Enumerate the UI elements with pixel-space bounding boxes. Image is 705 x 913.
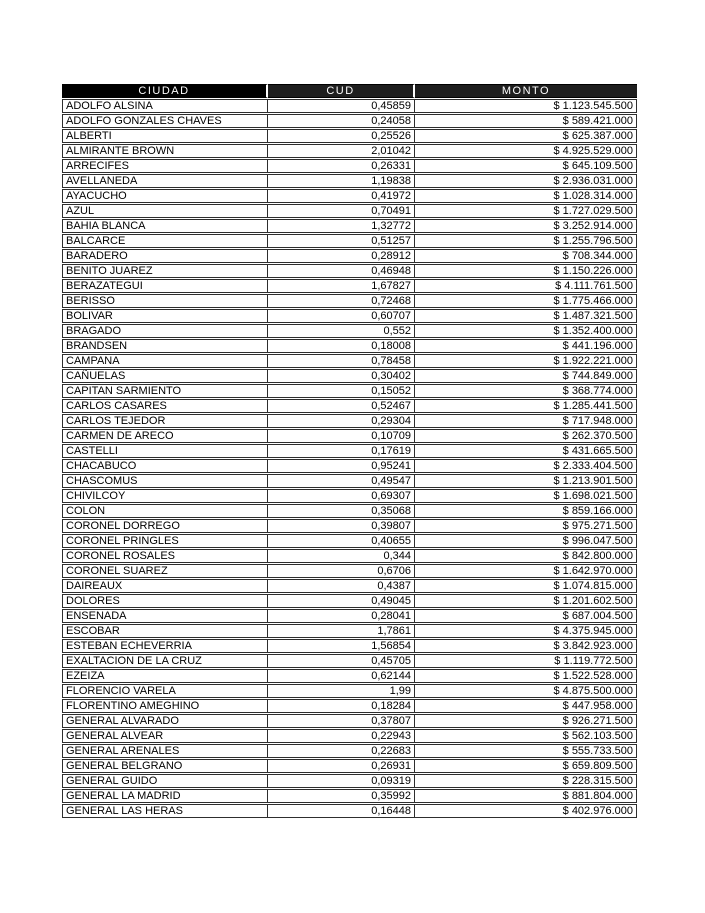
- cell-ciudad: AVELLANEDA: [62, 174, 268, 188]
- cell-cud: 0,46948: [268, 264, 415, 278]
- cell-cud: 0,344: [268, 549, 415, 563]
- cell-cud: 0,09319: [268, 774, 415, 788]
- cell-cud: 0,18008: [268, 339, 415, 353]
- cell-monto: $ 659.809.500: [415, 759, 637, 773]
- table-row: [62, 549, 637, 563]
- table-row: [62, 204, 637, 218]
- header-row: [62, 84, 637, 98]
- table-row: [62, 159, 637, 173]
- cell-ciudad: FLORENTINO AMEGHINO: [62, 699, 268, 713]
- cell-ciudad: GENERAL LA MADRID: [62, 789, 268, 803]
- table-row: [62, 804, 637, 818]
- cell-cud: 0,28041: [268, 609, 415, 623]
- cell-cud: 1,7861: [268, 624, 415, 638]
- cell-monto: $ 1.255.796.500: [415, 234, 637, 248]
- cell-monto: $ 4.375.945.000: [415, 624, 637, 638]
- cell-monto: $ 926.271.500: [415, 714, 637, 728]
- cell-ciudad: BERISSO: [62, 294, 268, 308]
- cell-monto: $ 402.976.000: [415, 804, 637, 818]
- cell-monto: $ 555.733.500: [415, 744, 637, 758]
- table-row: [62, 744, 637, 758]
- cell-ciudad: AYACUCHO: [62, 189, 268, 203]
- cell-monto: $ 3.252.914.000: [415, 219, 637, 233]
- cell-monto: $ 228.315.500: [415, 774, 637, 788]
- cell-monto: $ 744.849.000: [415, 369, 637, 383]
- cell-cud: 0,26331: [268, 159, 415, 173]
- cell-cud: 0,69307: [268, 489, 415, 503]
- cell-ciudad: CARLOS CASARES: [62, 399, 268, 413]
- cell-monto: $ 1.285.441.500: [415, 399, 637, 413]
- cell-cud: 0,22943: [268, 729, 415, 743]
- cell-ciudad: GENERAL ARENALES: [62, 744, 268, 758]
- cell-ciudad: CORONEL ROSALES: [62, 549, 268, 563]
- cell-ciudad: FLORENCIO VARELA: [62, 684, 268, 698]
- table-row: [62, 384, 637, 398]
- cell-ciudad: BALCARCE: [62, 234, 268, 248]
- cell-cud: 0,24058: [268, 114, 415, 128]
- cell-ciudad: CAMPANA: [62, 354, 268, 368]
- cell-monto: $ 1.727.029.500: [415, 204, 637, 218]
- cell-cud: 0,41972: [268, 189, 415, 203]
- cell-monto: $ 4.111.761.500: [415, 279, 637, 293]
- cell-cud: 0,15052: [268, 384, 415, 398]
- cell-monto: $ 1.698.021.500: [415, 489, 637, 503]
- cell-cud: 0,28912: [268, 249, 415, 263]
- cell-ciudad: BAHIA BLANCA: [62, 219, 268, 233]
- cud-monto-table: [62, 83, 637, 819]
- cell-monto: $ 1.119.772.500: [415, 654, 637, 668]
- cell-monto: $ 645.109.500: [415, 159, 637, 173]
- cell-ciudad: DOLORES: [62, 594, 268, 608]
- table-row: [62, 99, 637, 113]
- column-header-monto: MONTO: [415, 84, 637, 98]
- cell-ciudad: BOLIVAR: [62, 309, 268, 323]
- cell-cud: 0,552: [268, 324, 415, 338]
- cell-monto: $ 1.150.226.000: [415, 264, 637, 278]
- cell-ciudad: CARMEN DE ARECO: [62, 429, 268, 443]
- cell-ciudad: GENERAL GUIDO: [62, 774, 268, 788]
- cell-cud: 0,25526: [268, 129, 415, 143]
- cell-cud: 0,51257: [268, 234, 415, 248]
- cell-ciudad: CAÑUELAS: [62, 369, 268, 383]
- column-header-cud: CUD: [268, 84, 415, 98]
- table-row: [62, 639, 637, 653]
- cell-ciudad: GENERAL LAS HERAS: [62, 804, 268, 818]
- cell-monto: $ 1.922.221.000: [415, 354, 637, 368]
- cell-ciudad: ALMIRANTE BROWN: [62, 144, 268, 158]
- cell-cud: 0,70491: [268, 204, 415, 218]
- table-row: [62, 129, 637, 143]
- table-row: [62, 519, 637, 533]
- cell-monto: $ 1.487.321.500: [415, 309, 637, 323]
- cell-monto: $ 589.421.000: [415, 114, 637, 128]
- cell-ciudad: CHIVILCOY: [62, 489, 268, 503]
- cell-ciudad: ADOLFO GONZALES CHAVES: [62, 114, 268, 128]
- table-row: [62, 669, 637, 683]
- cell-monto: $ 4.925.529.000: [415, 144, 637, 158]
- cell-monto: $ 562.103.500: [415, 729, 637, 743]
- table-row: [62, 219, 637, 233]
- table-row: [62, 324, 637, 338]
- cell-monto: $ 687.004.500: [415, 609, 637, 623]
- cell-cud: 0,22683: [268, 744, 415, 758]
- cell-cud: 0,37807: [268, 714, 415, 728]
- cell-ciudad: GENERAL ALVARADO: [62, 714, 268, 728]
- cell-monto: $ 262.370.500: [415, 429, 637, 443]
- cell-cud: 1,99: [268, 684, 415, 698]
- table-row: [62, 759, 637, 773]
- table-row: [62, 474, 637, 488]
- cell-ciudad: ESTEBAN ECHEVERRIA: [62, 639, 268, 653]
- cell-cud: 0,26931: [268, 759, 415, 773]
- cell-ciudad: EXALTACION DE LA CRUZ: [62, 654, 268, 668]
- cell-monto: $ 4.875.500.000: [415, 684, 637, 698]
- table-row: [62, 654, 637, 668]
- cell-ciudad: ALBERTI: [62, 129, 268, 143]
- table-row: [62, 114, 637, 128]
- cell-cud: 0,39807: [268, 519, 415, 533]
- cell-monto: $ 859.166.000: [415, 504, 637, 518]
- cell-cud: 0,60707: [268, 309, 415, 323]
- cell-monto: $ 1.352.400.000: [415, 324, 637, 338]
- cell-monto: $ 996.047.500: [415, 534, 637, 548]
- cell-cud: 1,67827: [268, 279, 415, 293]
- cell-ciudad: BRANDSEN: [62, 339, 268, 353]
- cell-ciudad: GENERAL BELGRANO: [62, 759, 268, 773]
- cell-monto: $ 1.028.314.000: [415, 189, 637, 203]
- cell-monto: $ 1.074.815.000: [415, 579, 637, 593]
- table-row: [62, 309, 637, 323]
- table-row: [62, 354, 637, 368]
- cell-ciudad: GENERAL ALVEAR: [62, 729, 268, 743]
- table-body: [62, 99, 637, 818]
- table-row: [62, 504, 637, 518]
- table-row: [62, 684, 637, 698]
- table-row: [62, 699, 637, 713]
- cell-ciudad: CASTELLI: [62, 444, 268, 458]
- cell-ciudad: CAPITAN SARMIENTO: [62, 384, 268, 398]
- table-row: [62, 609, 637, 623]
- cell-monto: $ 3.842.923.000: [415, 639, 637, 653]
- cell-monto: $ 368.774.000: [415, 384, 637, 398]
- column-header-ciudad: CIUDAD: [62, 84, 268, 98]
- cell-cud: 0,6706: [268, 564, 415, 578]
- cell-cud: 0,16448: [268, 804, 415, 818]
- cell-cud: 0,45705: [268, 654, 415, 668]
- cell-cud: 0,17619: [268, 444, 415, 458]
- cell-monto: $ 717.948.000: [415, 414, 637, 428]
- cell-monto: $ 708.344.000: [415, 249, 637, 263]
- cell-ciudad: ARRECIFES: [62, 159, 268, 173]
- cell-monto: $ 1.201.602.500: [415, 594, 637, 608]
- cell-cud: 0,29304: [268, 414, 415, 428]
- table-row: [62, 174, 637, 188]
- cell-cud: 0,49045: [268, 594, 415, 608]
- cell-cud: 2,01042: [268, 144, 415, 158]
- cell-cud: 0,72468: [268, 294, 415, 308]
- table-row: [62, 534, 637, 548]
- cell-cud: 0,52467: [268, 399, 415, 413]
- table-row: [62, 489, 637, 503]
- table-row: [62, 564, 637, 578]
- cell-cud: 0,78458: [268, 354, 415, 368]
- table-row: [62, 399, 637, 413]
- table-row: [62, 234, 637, 248]
- cell-cud: 0,40655: [268, 534, 415, 548]
- cell-monto: $ 441.196.000: [415, 339, 637, 353]
- cell-ciudad: CORONEL DORREGO: [62, 519, 268, 533]
- table-row: [62, 429, 637, 443]
- cell-monto: $ 2.333.404.500: [415, 459, 637, 473]
- cell-monto: $ 431.665.500: [415, 444, 637, 458]
- table-row: [62, 444, 637, 458]
- cell-cud: 1,19838: [268, 174, 415, 188]
- cell-monto: $ 881.804.000: [415, 789, 637, 803]
- table-row: [62, 414, 637, 428]
- table-row: [62, 459, 637, 473]
- cell-ciudad: DAIREAUX: [62, 579, 268, 593]
- cell-ciudad: AZUL: [62, 204, 268, 218]
- cell-cud: 0,4387: [268, 579, 415, 593]
- table-row: [62, 339, 637, 353]
- table-row: [62, 624, 637, 638]
- cell-monto: $ 842.800.000: [415, 549, 637, 563]
- table-row: [62, 729, 637, 743]
- cell-cud: 0,30402: [268, 369, 415, 383]
- cell-ciudad: ESCOBAR: [62, 624, 268, 638]
- cell-monto: $ 2.936.031.000: [415, 174, 637, 188]
- cell-ciudad: COLON: [62, 504, 268, 518]
- table-row: [62, 774, 637, 788]
- cell-ciudad: CARLOS TEJEDOR: [62, 414, 268, 428]
- cell-cud: 1,56854: [268, 639, 415, 653]
- cell-ciudad: EZEIZA: [62, 669, 268, 683]
- table-row: [62, 249, 637, 263]
- cell-cud: 0,35992: [268, 789, 415, 803]
- cell-monto: $ 625.387.000: [415, 129, 637, 143]
- cell-ciudad: CORONEL SUAREZ: [62, 564, 268, 578]
- cell-ciudad: ADOLFO ALSINA: [62, 99, 268, 113]
- cell-cud: 0,62144: [268, 669, 415, 683]
- cell-cud: 1,32772: [268, 219, 415, 233]
- cell-cud: 0,45859: [268, 99, 415, 113]
- table-row: [62, 279, 637, 293]
- cell-monto: $ 1.522.528.000: [415, 669, 637, 683]
- cell-ciudad: CORONEL PRINGLES: [62, 534, 268, 548]
- cell-monto: $ 1.123.545.500: [415, 99, 637, 113]
- table-row: [62, 789, 637, 803]
- table-row: [62, 294, 637, 308]
- cell-ciudad: BARADERO: [62, 249, 268, 263]
- cell-monto: $ 975.271.500: [415, 519, 637, 533]
- cell-cud: 0,35068: [268, 504, 415, 518]
- cell-ciudad: ENSENADA: [62, 609, 268, 623]
- cell-monto: $ 1.642.970.000: [415, 564, 637, 578]
- cell-ciudad: BRAGADO: [62, 324, 268, 338]
- cell-cud: 0,95241: [268, 459, 415, 473]
- table-row: [62, 144, 637, 158]
- table-row: [62, 264, 637, 278]
- cell-cud: 0,49547: [268, 474, 415, 488]
- table-row: [62, 594, 637, 608]
- table-row: [62, 714, 637, 728]
- cell-ciudad: CHASCOMUS: [62, 474, 268, 488]
- cell-cud: 0,10709: [268, 429, 415, 443]
- cell-monto: $ 1.213.901.500: [415, 474, 637, 488]
- cell-ciudad: BERAZATEGUI: [62, 279, 268, 293]
- cell-ciudad: CHACABUCO: [62, 459, 268, 473]
- table-row: [62, 579, 637, 593]
- cell-cud: 0,18284: [268, 699, 415, 713]
- cell-monto: $ 1.775.466.000: [415, 294, 637, 308]
- cell-ciudad: BENITO JUAREZ: [62, 264, 268, 278]
- table-row: [62, 189, 637, 203]
- table-row: [62, 369, 637, 383]
- cell-monto: $ 447.958.000: [415, 699, 637, 713]
